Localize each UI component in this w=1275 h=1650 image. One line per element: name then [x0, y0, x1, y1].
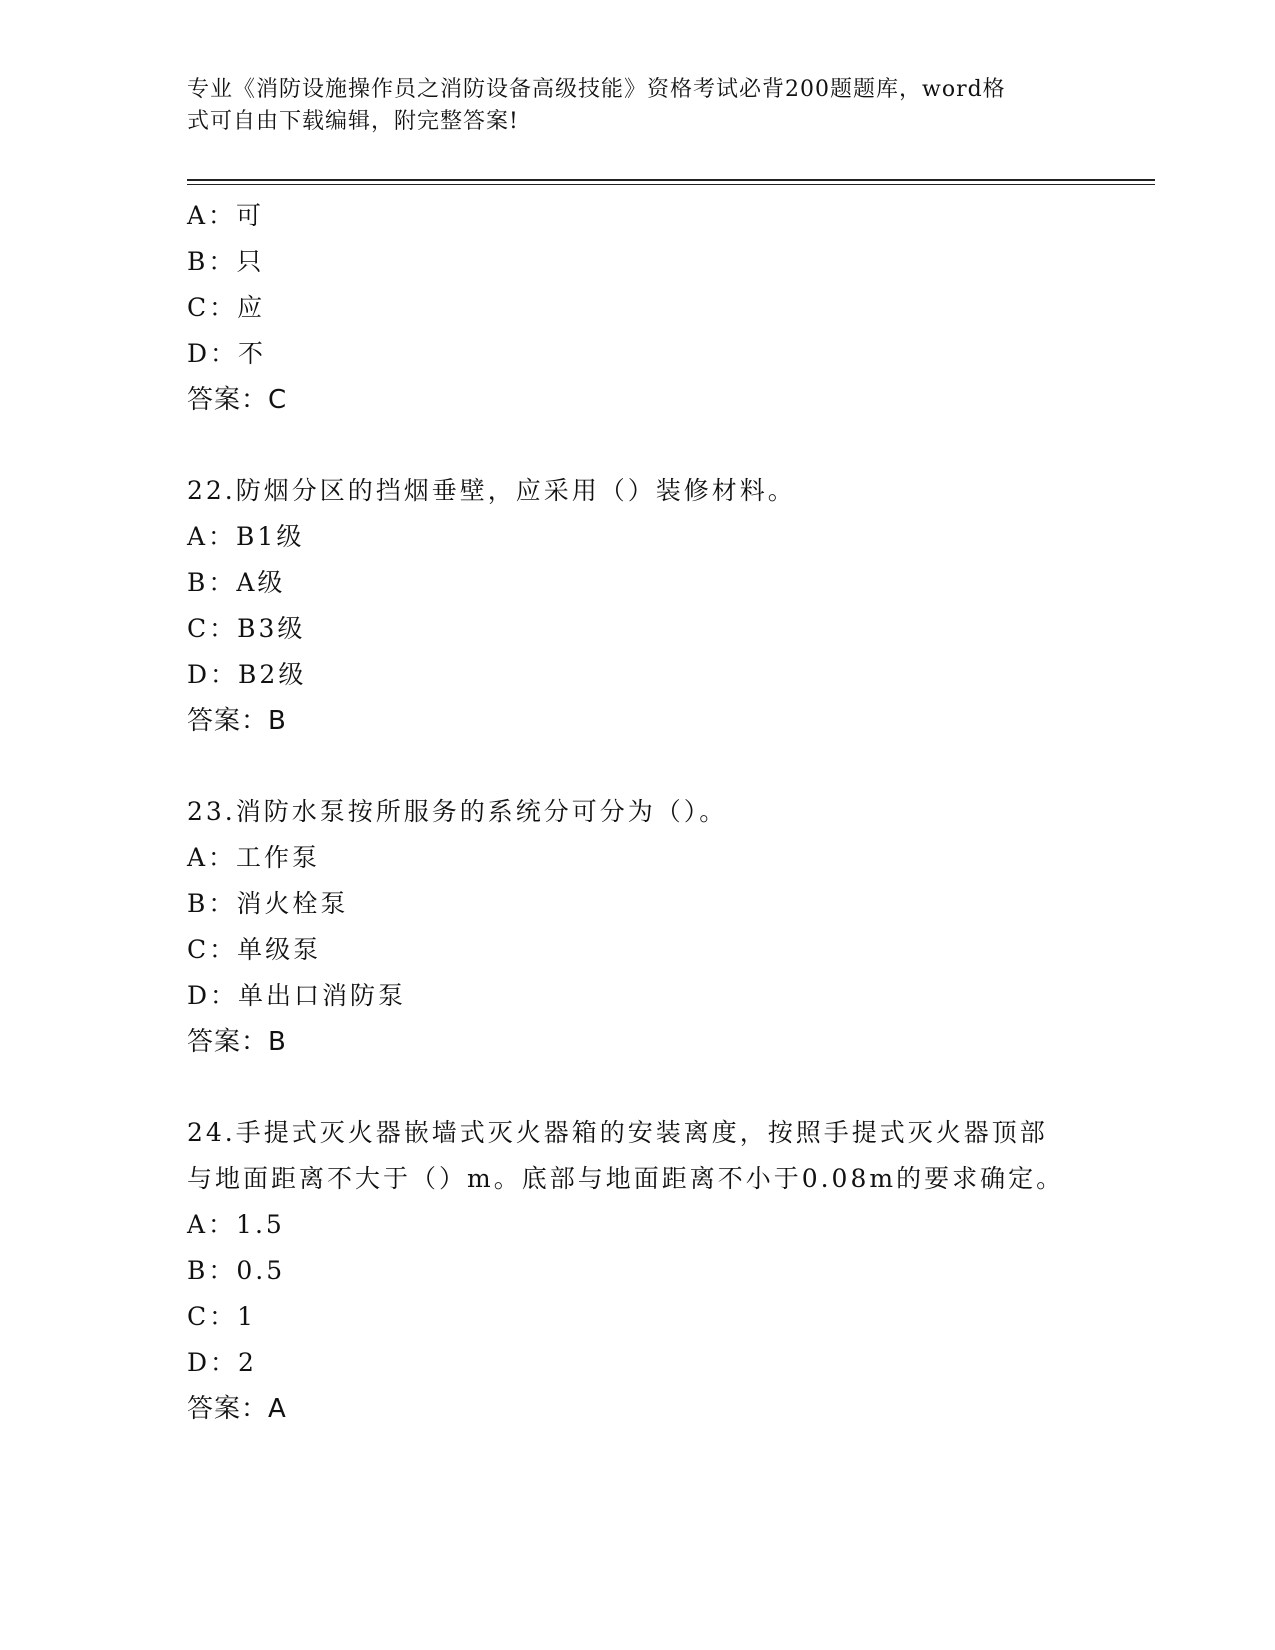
option-c: C：1: [187, 1302, 257, 1331]
header-line-2: 式可自由下载编辑，附完整答案!: [187, 109, 519, 134]
header-divider-thick: [187, 179, 1155, 181]
option-b: B：0.5: [187, 1256, 286, 1285]
option-d: D：不: [187, 339, 267, 368]
option-d: D：2: [187, 1348, 257, 1377]
option-a: A：1.5: [187, 1210, 285, 1239]
answer-line: 答案：B: [187, 1027, 287, 1057]
question-block-continued: [187, 193, 1087, 423]
question-stem-line-2: 与地面距离不大于（）m。底部与地面距离不小于0.08m的要求确定。: [187, 1164, 1065, 1193]
option-c: C：B3级: [187, 614, 306, 643]
option-d: D：单出口消防泵: [187, 981, 407, 1010]
answer-line: 答案：A: [187, 1394, 287, 1424]
question-stem: 22.防烟分区的挡烟垂壁，应采用（）装修材料。: [187, 476, 796, 505]
question-block-23: [187, 789, 1087, 1065]
option-b: B：只: [187, 247, 265, 276]
option-b: B：A级: [187, 568, 286, 597]
question-block-24: [187, 1110, 1087, 1432]
question-block-22: [187, 468, 1087, 744]
document-header: [187, 74, 1067, 138]
header-line-1: 专业《消防设施操作员之消防设备高级技能》资格考试必背200题题库，word格: [187, 77, 1006, 102]
option-d: D：B2级: [187, 660, 307, 689]
question-stem-line-1: 24.手提式灭火器嵌墙式灭火器箱的安装离度，按照手提式灭火器顶部: [187, 1118, 1048, 1147]
option-c: C：单级泵: [187, 935, 322, 964]
option-c: C：应: [187, 293, 266, 322]
question-list: [187, 193, 1087, 1432]
option-a: A：可: [187, 201, 265, 230]
answer-line: 答案：C: [187, 385, 288, 415]
answer-line: 答案：B: [187, 706, 287, 736]
question-stem: 23.消防水泵按所服务的系统分可分为（）。: [187, 797, 728, 826]
header-divider-thin: [187, 184, 1155, 185]
option-a: A：B1级: [187, 522, 305, 551]
option-a: A：工作泵: [187, 843, 321, 872]
option-b: B：消火栓泵: [187, 889, 349, 918]
